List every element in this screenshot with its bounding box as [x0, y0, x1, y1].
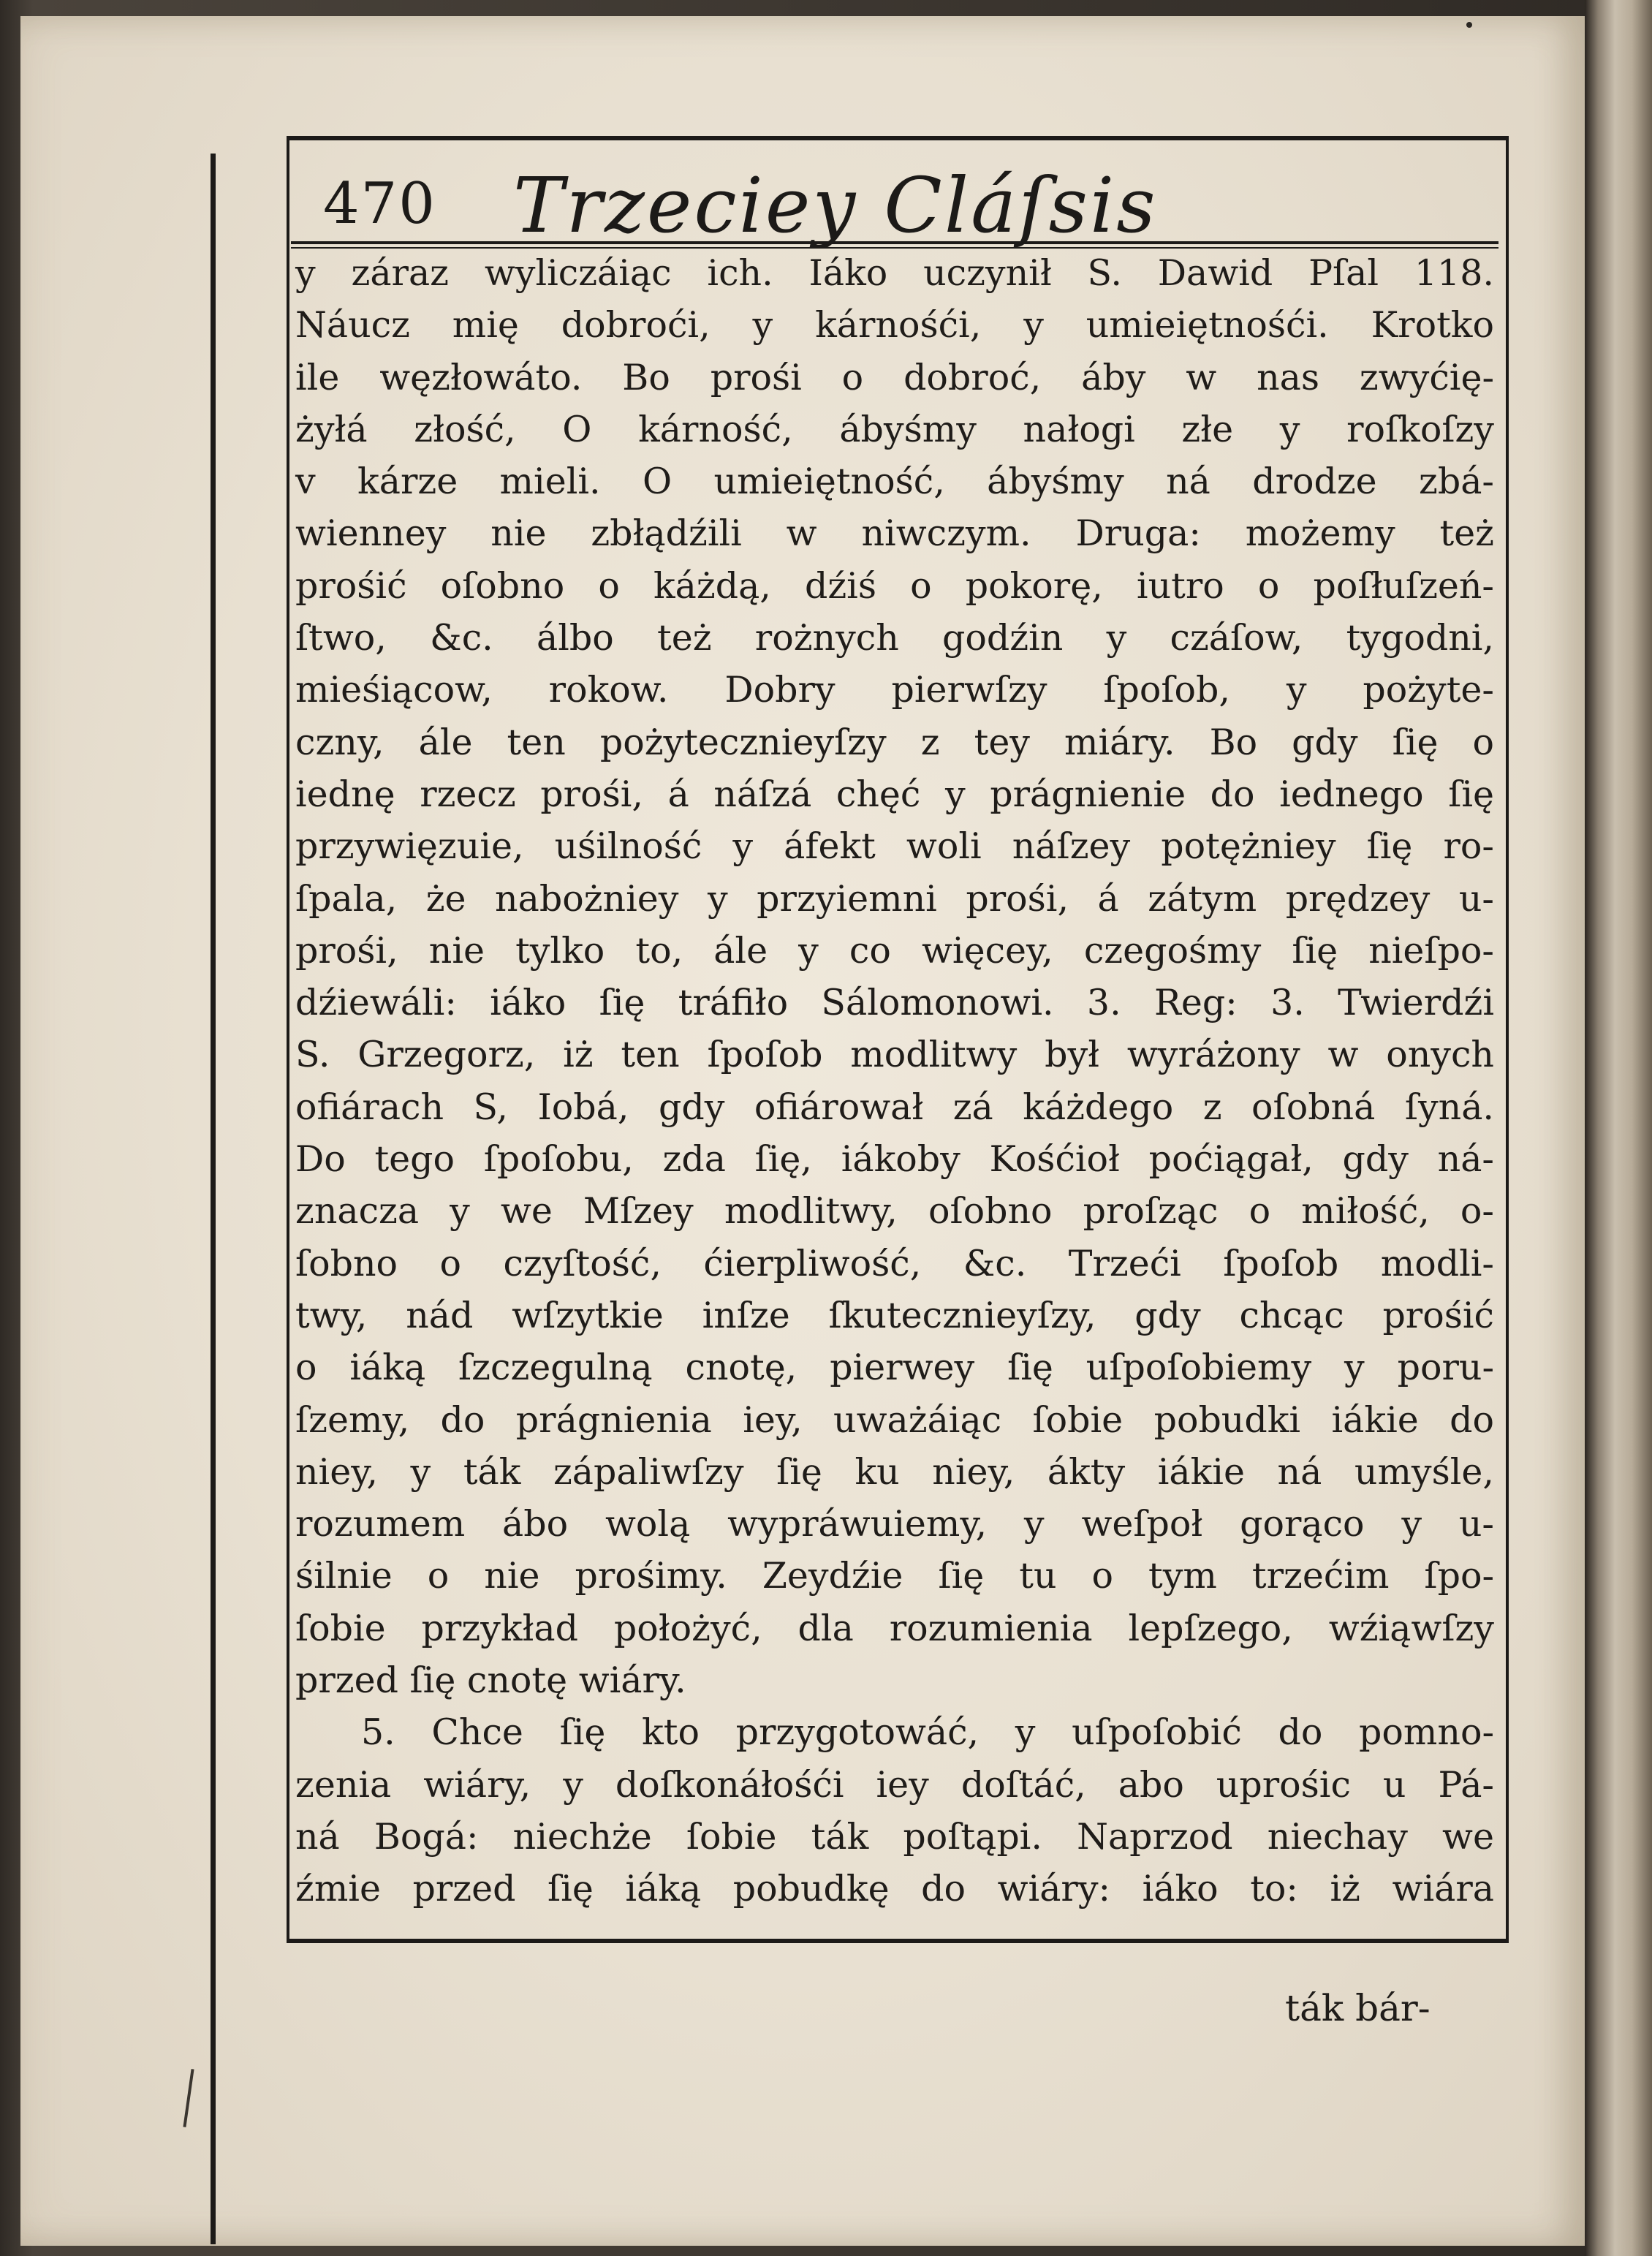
text-line: y záraz wyliczáiąc ich. Iáko uczynił S. Dawid Pſal 118. — [295, 252, 1494, 294]
catchword: ták bár- — [1285, 1987, 1431, 2029]
page-number: 470 — [323, 171, 436, 237]
text-line: źmie przed ſię iáką pobudkę do wiáry: iáko to: iż wiára — [295, 1868, 1494, 1910]
text-line: S. Grzegorz, iż ten ſpoſob modlitwy był wyráżony w onych — [295, 1034, 1494, 1076]
text-line: v kárze mieli. O umieiętność, ábyśmy ná drodze zbá- — [295, 461, 1494, 503]
text-line: o iáką ſzczegulną cnotę, pierwey ſię uſpoſobiemy y poru- — [295, 1347, 1494, 1389]
text-line: ſtwo, &c. álbo też rożnych godźin y czáſow, tygodni, — [295, 617, 1494, 659]
text-line: dźiewáli: iáko ſię tráfiło Sálomonowi. 3. Reg: 3. Twierdźi — [295, 982, 1494, 1024]
text-line: wienney nie zbłądźili w niwczym. Druga: możemy też — [295, 512, 1494, 555]
text-line: prośić oſobno o káżdą, dźiś o pokorę, iutro o poſłuſzeń- — [295, 564, 1494, 607]
text-line: znacza y we Mſzey modlitwy, oſobno proſząc o miłość, o- — [295, 1190, 1494, 1233]
text-line: Do tego ſpoſobu, zda ſię, iákoby Kośćioł poćiągał, gdy ná- — [295, 1138, 1494, 1181]
text-line: Náucz mię dobroći, y kárnośći, y umieiętnośći. Krotko — [295, 304, 1494, 347]
text-line: ná Bogá: niechże ſobie ták poſtąpi. Naprzod niechay we — [295, 1815, 1494, 1858]
text-line: ile węzłowáto. Bo prośi o dobroć, áby w nas zwyćię- — [295, 356, 1494, 398]
text-line: żyłá złość, O kárność, ábyśmy nałogi złe y roſkoſzy — [295, 408, 1494, 450]
running-head: Trzeciey Cláſsis — [513, 161, 1158, 250]
paragraph-start-line: 5. Chce ſię kto przygotowáć, y uſpoſobić do pomno- — [361, 1711, 1494, 1754]
text-line: zenia wiáry, y doſkonáłośći iey doſtáć, abo uprośic u Pá- — [295, 1763, 1494, 1806]
text-line: rozumem ábo wolą wypráwuiemy, y weſpoł gorąco y u- — [295, 1503, 1494, 1545]
text-line: ſpala, że nabożniey y przyiemni prośi, á zátym prędzey u- — [295, 877, 1494, 920]
text-line: ofiárach S, Iobá, gdy ofiárował zá káżdego z oſobná ſyná. — [295, 1086, 1494, 1128]
text-line: czny, ále ten pożytecznieyſzy z tey miáry. Bo gdy ſię o — [295, 721, 1494, 763]
text-line: ſzemy, do prágnienia iey, uważáiąc ſobie pobudki iákie do — [295, 1398, 1494, 1441]
text-line: mieśiącow, rokow. Dobry pierwſzy ſpoſob, y pożyte- — [295, 669, 1494, 711]
page-header — [294, 145, 1496, 250]
text-line: iednę rzecz prośi, á náſzá chęć y prágnienie do iednego ſię — [295, 773, 1494, 815]
text-line: prośi, nie tylko to, ále y co więcey, czegośmy ſię nieſpo- — [295, 929, 1494, 972]
text-line: ſobie przykład położyć, dla rozumienia lepſzego, wźiąwſzy — [295, 1607, 1494, 1649]
adjacent-page-edge — [1585, 0, 1652, 2256]
text-line: twy, nád wſzytkie inſze ſkutecznieyſzy, gdy chcąc prośić — [295, 1294, 1494, 1336]
text-line: śilnie o nie prośimy. Zeydźie ſię tu o tym trzećim ſpo- — [295, 1555, 1494, 1597]
text-line: przywięzuie, uśilność y áfekt woli náſzey potężniey ſię ro- — [295, 825, 1494, 868]
paragraph-end-line: przed ſię cnotę wiáry. — [295, 1659, 686, 1702]
text-line: ſobno o czyſtość, ćierpliwość, &c. Trzeći ſpoſob modli- — [295, 1242, 1494, 1284]
margin-rule — [211, 154, 216, 2244]
ink-spot — [1466, 22, 1472, 28]
body-text — [295, 247, 1494, 1915]
text-line: niey, y ták zápaliwſzy ſię ku niey, ákty iákie ná umyśle, — [295, 1450, 1494, 1493]
